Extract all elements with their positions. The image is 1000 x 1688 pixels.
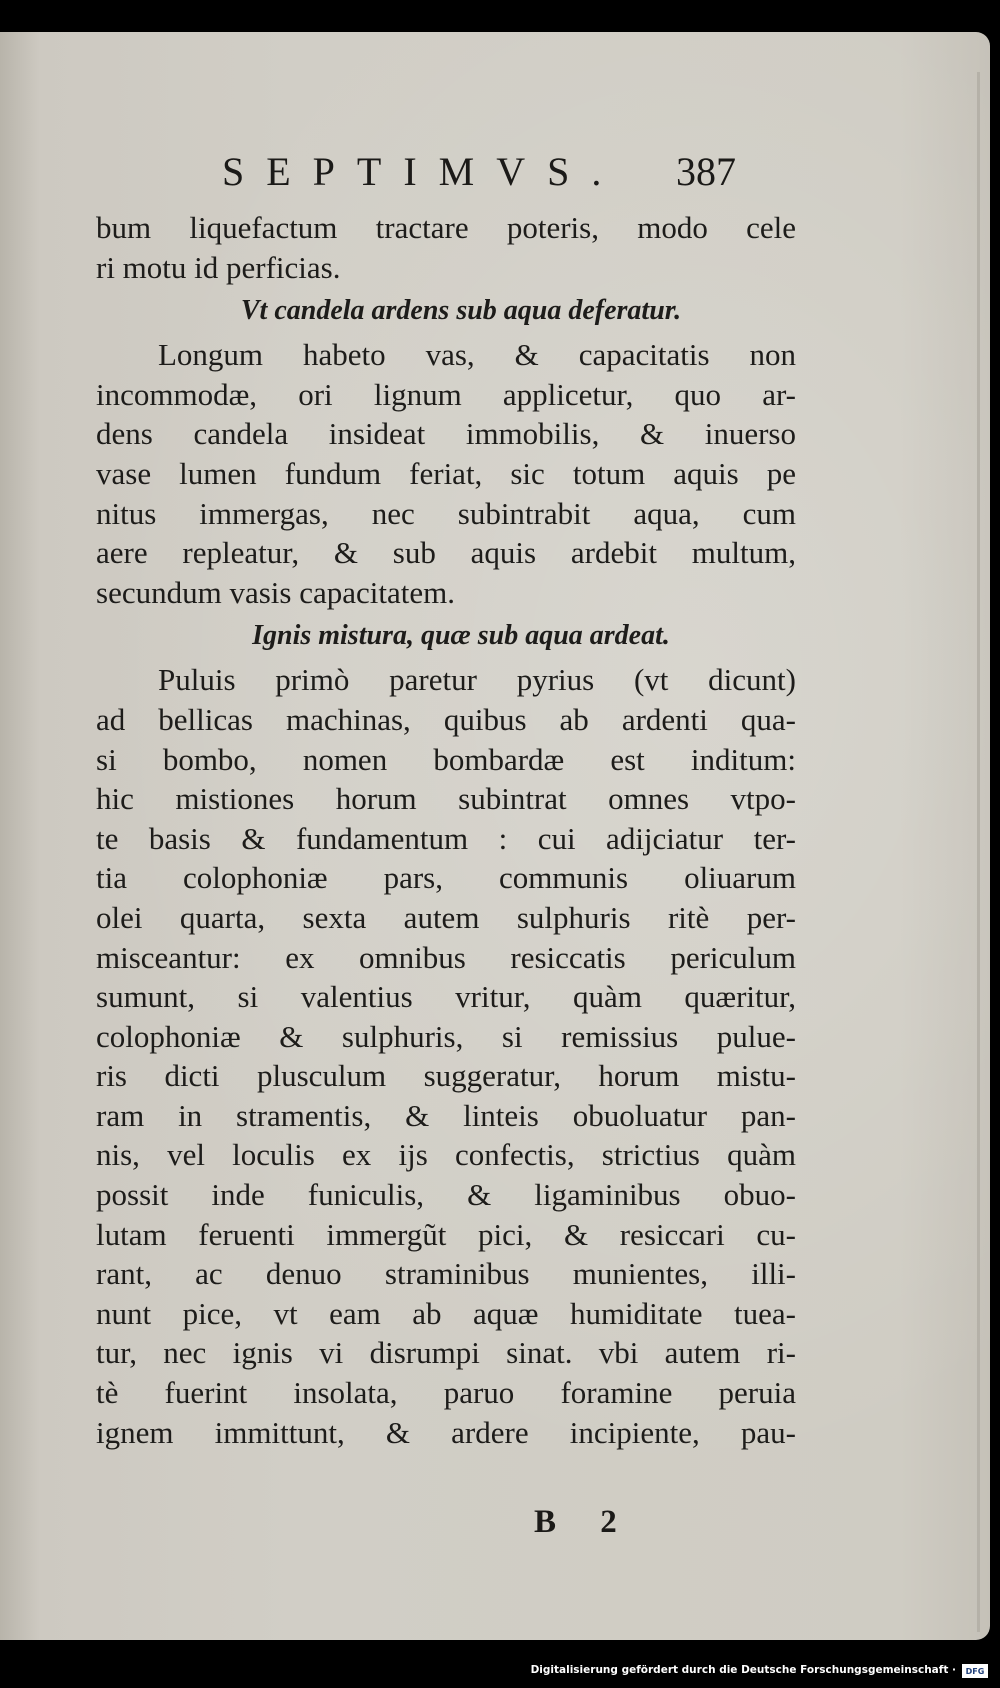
text-line: ri motu id perficias.: [96, 249, 341, 285]
dfg-logo-text: DFG: [965, 1666, 985, 1676]
text-line: vase lumen fundum feriat, sic totum aquis pe: [96, 455, 796, 491]
text-line: nis, vel loculis ex ijs confectis, strictius quàm: [96, 1137, 796, 1173]
book-page: [0, 32, 990, 1640]
text-line: si bombo, nomen bombardæ est inditum:: [96, 741, 796, 777]
text-line: nitus immergas, nec subintrabit aqua, cum: [96, 495, 796, 531]
text-line: aere repleatur, & sub aquis ardebit multum,: [96, 535, 796, 571]
text-line: tur, nec ignis vi disrumpi sinat. vbi autem ri-: [96, 1335, 796, 1371]
text-line: ris dicti plusculum suggeratur, horum mistu-: [96, 1058, 796, 1094]
text-line: incommodæ, ori lignum applicetur, quo ar-: [96, 376, 796, 412]
text-line: Longum habeto vas, & capacitatis non: [158, 337, 796, 373]
footer-bar: [0, 1640, 1000, 1688]
text-line: ad bellicas machinas, quibus ab ardenti qua-: [96, 701, 796, 737]
section-heading-candle: Vt candela ardens sub aqua deferatur.: [240, 295, 682, 327]
text-line: Puluis primò paretur pyrius (vt dicunt): [158, 662, 796, 698]
text-line: rant, ac denuo straminibus munientes, illi-: [96, 1256, 796, 1292]
signature-mark: B 2: [534, 1504, 635, 1540]
body-text: [96, 208, 796, 1452]
page-number: 387: [676, 149, 736, 194]
text-line: te basis & fundamentum : cui adijciatur ter-: [96, 820, 796, 856]
text-line: ram in stramentis, & linteis obuoluatur pan-: [96, 1097, 796, 1133]
text-line: misceantur: ex omnibus resiccatis periculum: [96, 939, 796, 975]
page-edge: [977, 72, 980, 1632]
text-line: colophoniæ & sulphuris, si remissius pulue-: [96, 1018, 796, 1054]
text-line: nunt pice, vt eam ab aquæ humiditate tuea-: [96, 1295, 796, 1331]
text-line: tè fuerint insolata, paruo foramine peruia: [96, 1375, 796, 1411]
text-line: secundum vasis capacitatem.: [96, 574, 455, 610]
digitization-credit: Digitalisierung gefördert durch die Deutsche Forschungsgemeinschaft ·: [530, 1664, 956, 1676]
text-line: lutam feruenti immergũt pici, & resiccari cu-: [96, 1216, 796, 1252]
text-line: hic mistiones horum subintrat omnes vtpo-: [96, 781, 796, 817]
dfg-logo-icon: [962, 1664, 988, 1678]
text-line: tia colophoniæ pars, communis oliuarum: [96, 860, 796, 896]
running-head: SEPTIMVS.: [222, 149, 624, 194]
text-line: dens candela insideat immobilis, & inuerso: [96, 416, 796, 452]
text-line: olei quarta, sexta autem sulphuris ritè per-: [96, 899, 796, 935]
text-line: possit inde funiculis, & ligaminibus obuo-: [96, 1177, 796, 1213]
section-heading-fire-mixture: Ignis mistura, quæ sub aqua ardeat.: [252, 620, 670, 652]
text-line: sumunt, si valentius vritur, quàm quæritur,: [96, 979, 796, 1015]
text-line: ignem immittunt, & ardere incipiente, pau-: [96, 1414, 796, 1450]
text-line: bum liquefactum tractare poteris, modo cele: [96, 210, 796, 245]
page-header: [0, 130, 990, 200]
